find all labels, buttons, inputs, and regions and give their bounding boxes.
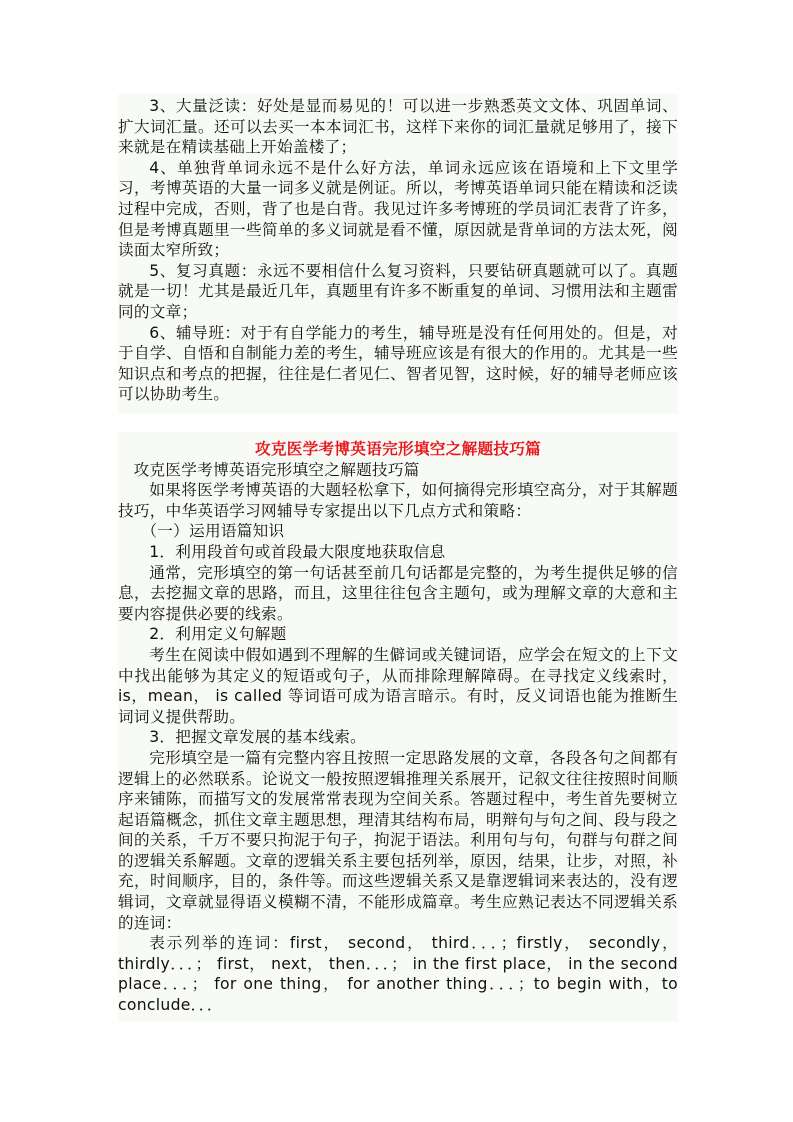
- cloze-article: [118, 432, 678, 1022]
- article-title: 攻克医学考博英语完形填空之解题技巧篇: [254, 440, 542, 458]
- body-paragraph: 考生在阅读中假如遇到不理解的生僻词或关键词语，应学会在短文的上下文中找出能够为其定义的短语或句子，从而排除理解障碍。在寻找定义线索时，is，mean， is called 等词语可成为语言暗示。有时，反义词语也能为推断生词词义提供帮助。: [118, 645, 678, 726]
- tip-paragraph: 6、辅导班：对于有自学能力的考生，辅导班是没有任何用处的。但是，对于自学、自悟和自制能力差的考生，辅导班应该是有很大的作用的。尤其是一些知识点和考点的把握，往往是仁者见仁、智者见智，这时候，好的辅导老师应该可以协助考生。: [118, 323, 678, 404]
- point-heading: 3．把握文章发展的基本线索。: [149, 728, 367, 747]
- tip-paragraph: 3、大量泛读：好处是显而易见的！可以进一步熟悉英文文体、巩固单词、扩大词汇量。还可以去买一本本词汇书，这样下来你的词汇量就足够用了，接下来就是在精读基础上开始盖楼了；: [118, 97, 678, 157]
- tips-section: [118, 94, 678, 414]
- tip-paragraph: 4、单独背单词永远不是什么好方法，单词永远应该在语境和上下文里学习，考博英语的大量一词多义就是例证。所以，考博英语单词只能在精读和泛读过程中完成，否则，背了也是白背。我见过许多考博班的学员词汇表背了许多，但是考博真题里一些简单的多义词就是看不懂，原因就是背单词的方法太死，阅读面太窄所致；: [118, 158, 678, 260]
- body-paragraph: 完形填空是一篇有完整内容且按照一定思路发展的文章，各段各句之间都有逻辑上的必然联系。论说文一般按照逻辑推理关系展开，记叙文往往按照时间顺序来铺陈，而描写文的发展常常表现为空间关系。答题过程中，考生首先要树立起语篇概念，抓住文章主题思想，理清其结构布局，明辩句与句之间、段与段之间的关系，千万不要只拘泥于句子，拘泥于语法。利用句与句，句群与句群之间的逻辑关系解题。文章的逻辑关系主要包括列举，原因，结果，让步，对照，补充，时间顺序，目的，条件等。而这些逻辑关系又是靠逻辑词来表达的，没有逻辑词，文章就显得语义模糊不清，不能形成篇章。考生应熟记表达不同逻辑关系的连词：: [118, 748, 678, 932]
- intro-paragraph: 如果将医学考博英语的大题轻松拿下，如何摘得完形填空高分，对于其解题技巧，中华英语学习网辅导专家提出以下几点方式和策略：: [118, 481, 678, 520]
- part-heading: （一）运用语篇知识: [141, 522, 285, 541]
- point-heading: 2．利用定义句解题: [149, 625, 287, 644]
- conjunction-list: 表示列举的连词：first， second， third．．．；firstly， secondly，thirdly．．．； first， next， then．．．； in the first place， in the second place．．．； for one thing， for another thing．．．；to begin with，to conclude．．．: [118, 934, 678, 1015]
- body-paragraph: 通常，完形填空的第一句话甚至前几句话都是完整的，为考生提供足够的信息，去挖掘文章的思路，而且，这里往往包含主题句，或为理解文章的大意和主要内容提供必要的线索。: [118, 563, 678, 623]
- article-subtitle: 攻克医学考博英语完形填空之解题技巧篇: [133, 460, 420, 479]
- tip-paragraph: 5、复习真题：永远不要相信什么复习资料，只要钻研真题就可以了。真题就是一切！尤其是最近几年，真题里有许多不断重复的单词、习惯用法和主题雷同的文章；: [118, 261, 678, 321]
- point-heading: 1．利用段首句或首段最大限度地获取信息: [149, 542, 446, 561]
